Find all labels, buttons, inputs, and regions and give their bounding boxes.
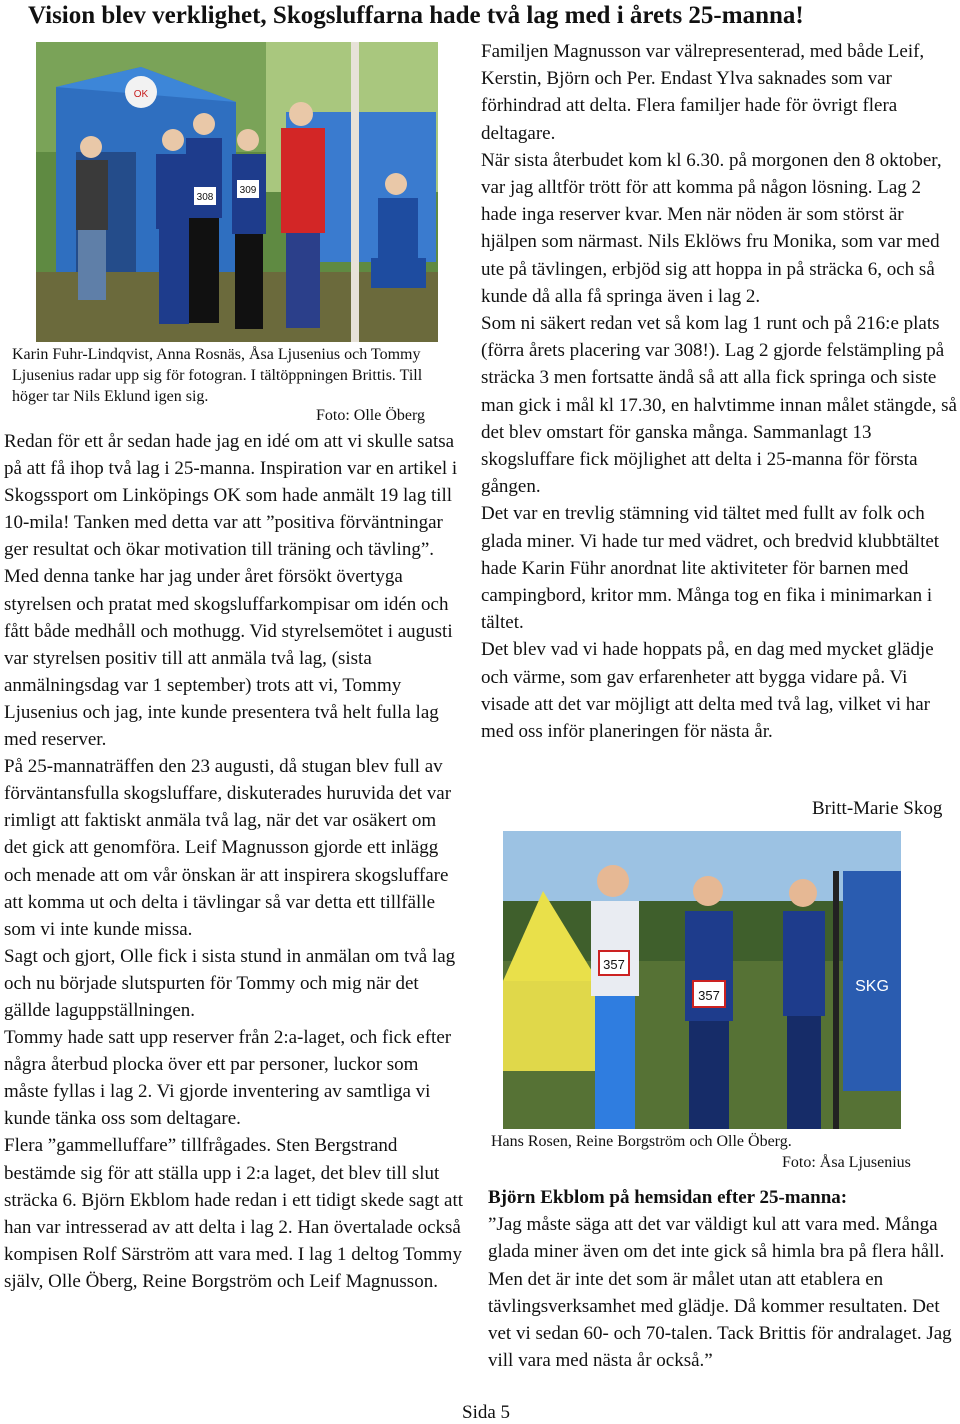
photo-tent-group-illustration: [36, 42, 438, 342]
article-title: Vision blev verklighet, Skogsluffarna hade två lag med i årets 25-manna!: [28, 2, 804, 29]
photo2-credit: Foto: Åsa Ljusenius: [782, 1154, 911, 1171]
paragraph: På 25-mannaträffen den 23 augusti, då stugan blev full av förväntansfulla skogsluffare, diskuterades huruvida det var rimligt att faktiskt anmäla två lag, när det var osäkert om det gick att genomföra. Leif Magnusson gjorde ett inlägg och menade att om vår önskan är att inspirera skogsluffare att komma ut och delta i tävlingar så var detta ett tillfälle som vi inte kunde missa.: [4, 756, 452, 940]
paragraph: Sagt och gjort, Olle fick i sista stund in anmälan om två lag och nu började slutspurten för Tommy och mig när det gällde laguppställningen.: [4, 945, 456, 1021]
quote-body: ”Jag måste säga att det var väldigt kul att vara med. Många glada miner även om det inte gick så himla bra på flera håll. Men det är inte det som är målet utan att etablera en tävlingsverksamhet med glädje. Då kommer resultaten. Det vet vi sedan 60- och 70-talen. Tack Brittis för andralaget. Jag vill vara med nästa år också.”: [488, 1214, 952, 1372]
paragraph: Det var en trevlig stämning vid tältet med fullt av folk och glada miner. Vi hade tur med vädret, och bredvid klubbtältet hade Karin Führ anordnat lite aktiviteter för barnen med campingbord, kritor mm. Många tog en fika i minimarkan i tältet.: [481, 503, 940, 634]
photo2-caption: Hans Rosen, Reine Borgström och Olle Öberg.: [491, 1133, 792, 1150]
tent-logo-text: OK: [133, 89, 149, 100]
bib-309: 309: [239, 185, 257, 196]
paragraph: Flera ”gammelluffare” tillfrågades. Sten Bergstrand bestämde sig för att ställa upp i 2:a laget, det blev till slut sträcka 6. Björn Ekblom hade redan i ett tidigt skede sagt att han var intresserad av att delta i lag 2. Han övertalade också kompisen Rolf Särström att vara med. I lag 1 deltog Tommy själv, Olle Öberg, Reine Borgström och Leif Magnusson.: [4, 1135, 464, 1292]
photo-three-runners: [503, 831, 901, 1129]
paragraph: Tommy hade satt upp reserver från 2:a-laget, och fick efter några återbud plocka över ett par personer, luckor som måste fyllas i lag 2. Vi gjorde inventering av samtliga vi kunde tänka oss som deltagare.: [4, 1027, 452, 1130]
bib-308: 308: [196, 192, 214, 203]
quote-box: [488, 1184, 954, 1374]
article-right-column: [481, 38, 957, 745]
article-left-column: [4, 428, 464, 1295]
photo1-credit: Foto: Olle Öberg: [316, 407, 426, 424]
photo-three-runners-illustration: [503, 831, 901, 1129]
bib-357-center: 357: [698, 988, 720, 1003]
quote-heading: Björn Ekblom på hemsidan efter 25-manna:: [488, 1187, 848, 1208]
page-number: Sida 5: [462, 1402, 511, 1423]
paragraph: Som ni säkert redan vet så kom lag 1 runt och på 216:e plats (förra årets placering var 308!). Lag 2 gjorde felstämpling på sträcka 3 men fortsatte ändå så att alla fick springa och siste man gick i mål kl 17.30, en halvtimme innan målet stängde, så det blev omstart för ganska många. Sammanlagt 13 skogsluffare fick möjlighet att delta i 25-manna för första gången.: [481, 313, 957, 498]
photo1-caption: Karin Fuhr-Lindqvist, Anna Rosnäs, Åsa Ljusenius och Tommy Ljusenius radar upp sig för fotogran. I tältöppningen Brittis. Till höger tar Nils Eklund igen sig.: [12, 346, 423, 405]
bib-357-left: 357: [603, 957, 625, 972]
photo-tent-group: [36, 42, 438, 342]
paragraph: När sista återbudet kom kl 6.30. på morgonen den 8 oktober, var jag alltför trött för att komma på någon lösning. Lag 2 hade inga reserver kvar. Men när nöden är som störst är hjälpen som närmast. Nils Eklöws fru Monika, som var med ute på tävlingen, erbjöd sig att hoppa in på sträcka 6, och så kunde då alla få springa även i lag 2.: [481, 149, 942, 307]
article-author: Britt-Marie Skog: [812, 798, 943, 819]
paragraph: Familjen Magnusson var välrepresenterad, med både Leif, Kerstin, Björn och Per. Endast Ylva saknades som var förhindrad att delta. Flera familjer hade för övrigt flera deltagare.: [481, 41, 925, 144]
paragraph: Redan för ett år sedan hade jag en idé om att vi skulle satsa på att få ihop två lag i 25-manna. Inspiration var en artikel i Skogssport om Linköpings OK som hade anmält 19 lag till 10-mila! Tanken med detta var att ”positiva förväntningar ger resultat och ökar motivation till träning och tävling”. Med denna tanke har jag under året försökt övertyga styrelsen och pratat med skogsluffarkompisar om idén och fått både medhåll och mothugg. Vid styrelsemötet i augusti var styrelsen positiv till att anmäla två lag, (sista anmälningsdag var 1 september) trots att vi, Tommy Ljusenius och jag, inte kunde presentera två helt fulla lag med reserver.: [4, 431, 458, 751]
paragraph: Det blev vad vi hade hoppats på, en dag med mycket glädje och värme, som gav erfarenheter att bygga vidare på. Vi visade att det var möjligt att delta med två lag, vilket vi har med oss inför planeringen för nästa år.: [481, 639, 934, 743]
flag-text: SKG: [855, 978, 889, 995]
